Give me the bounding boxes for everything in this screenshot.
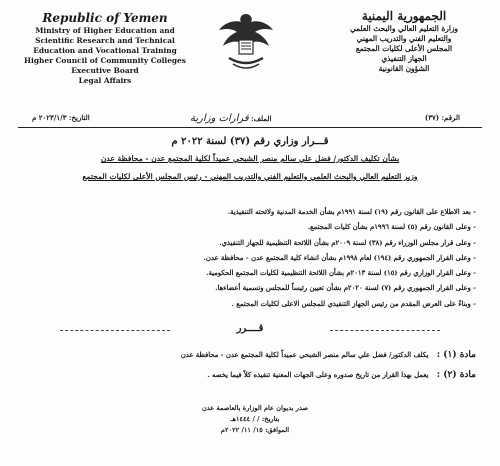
english-ministry-line-3: Education and Vocational Training [33, 46, 177, 55]
minister-title: وزير التعليم العالي والبحث العلمي والتعليم الفني والتدريب المهني - رئيس المجلس الأعلى لكليات المجتمع [82, 172, 418, 181]
reference-file-label: الملف: [251, 114, 272, 123]
preamble-item: - وبناءً على العرض المقدم من رئيس الجهاز التنفيذي للمجلس الاعلى لكليات المجتمع . [40, 297, 476, 312]
preamble-item: - بعد الاطلاع على القانون رقم (١٩) لسنة ١٩٩١م بشأن الخدمة المدنية ولائحته التنفيذية. [40, 205, 476, 220]
arabic-legal: الشؤون القانونية [378, 64, 430, 73]
english-ministry-line-1: Ministry of Higher Education and [35, 26, 175, 35]
yemen-eagle-emblem-icon [215, 10, 277, 80]
decree-title: قـــرار وزاري رقم (٣٧) لسنة ٢٠٢٢ م [171, 136, 329, 147]
preamble-item: - وعلى القرار الجمهوري رقم (٧) لسنة ٢٠٢٠م بشأن تعيين رئيساً للمجلس وتسمية أعضاءها. [40, 281, 476, 296]
preamble-item: - وعلى القرار الجمهوري رقم (١٩٤) لعام ١٩٩٨م بشأن انشاء كلية المجتمع عدن - محافظة عدن. [40, 251, 476, 266]
issue-gregorian-date: الموافق: ١٥/ ١١/ ٢٠٢٢م [220, 426, 290, 434]
reference-file-value: قرارات وزارية [190, 113, 249, 124]
english-letterhead [20, 10, 190, 86]
preamble-list [40, 205, 476, 312]
reference-number: الرقم: (٣٧) [424, 113, 460, 122]
arabic-board: الجهاز التنفيذي [381, 54, 427, 63]
arabic-council: المجلس الأعلى لكليات المجتمع [355, 44, 453, 53]
decides-rule-right [330, 330, 440, 331]
reference-date: التاريخ: ٢٠٢٣/١/٣ م [32, 113, 90, 122]
issue-place: صدر بديوان عام الوزارة بالعاصمة عدن [201, 404, 309, 412]
issue-hijri-date: بتاريخ: / / ١٤٤٤هـ [230, 415, 280, 423]
arabic-ministry-line-1: وزارة التعليم العالي والبحث العلمي [349, 24, 459, 33]
arabic-letterhead [324, 8, 484, 74]
preamble-item: - وعلى قرار مجلس الوزراء رقم (٣٨) لسنة ٢٠٠٩م بشأن اللائحة التنظيمية للجهاز التنفيذي. [40, 236, 476, 251]
article-1-text: يكلف الدكتور/ فضل علي سالم منصر الشبحي عميداً لكلية المجتمع عدن - محافظة عدن [180, 351, 429, 359]
article-2-label: مادة (٢) : [436, 370, 476, 380]
header-divider [18, 127, 482, 128]
decree-subject: بشأن تكليف الدكتور/ فضل علي سالم منصر الشبحي عميداً لكلية المجتمع عدن - محافظة عدن [100, 154, 400, 163]
preamble-item: - وعلى القانون رقم (٥) لسنة ١٩٩٦م بشأن كليات المجتمع. [40, 220, 476, 235]
english-ministry-line-2: Scientific Research and Technical [35, 36, 175, 45]
english-legal: Legal Affairs [78, 76, 132, 85]
arabic-republic: الجمهورية اليمنية [361, 9, 447, 23]
arabic-ministry-line-2: والتعليم الفني والتدريب المهني [356, 34, 452, 43]
english-board: Executive Board [71, 66, 139, 75]
english-council: Higher Council of Community Colleges [24, 56, 186, 65]
article-1-label: مادة (١) : [436, 350, 476, 360]
english-republic: Republic of Yemen [42, 11, 168, 25]
article-1 [40, 350, 476, 360]
preamble-item: - وعلى القرار الوزاري رقم (١٥) لسنة ٢٠١٣م بشأن اللائحة التنظيمية لكليات المجتمع الحكومية. [40, 266, 476, 281]
issue-footer [180, 403, 330, 436]
article-2 [40, 370, 476, 380]
decides-heading: قــــرر [236, 323, 264, 334]
reference-file [190, 113, 271, 124]
article-2-text: يعمل بهذا القرار من تاريخ صدوره وعلى الجهات المعنية تنفيذه كلاً فيما يخصه . [207, 371, 429, 379]
